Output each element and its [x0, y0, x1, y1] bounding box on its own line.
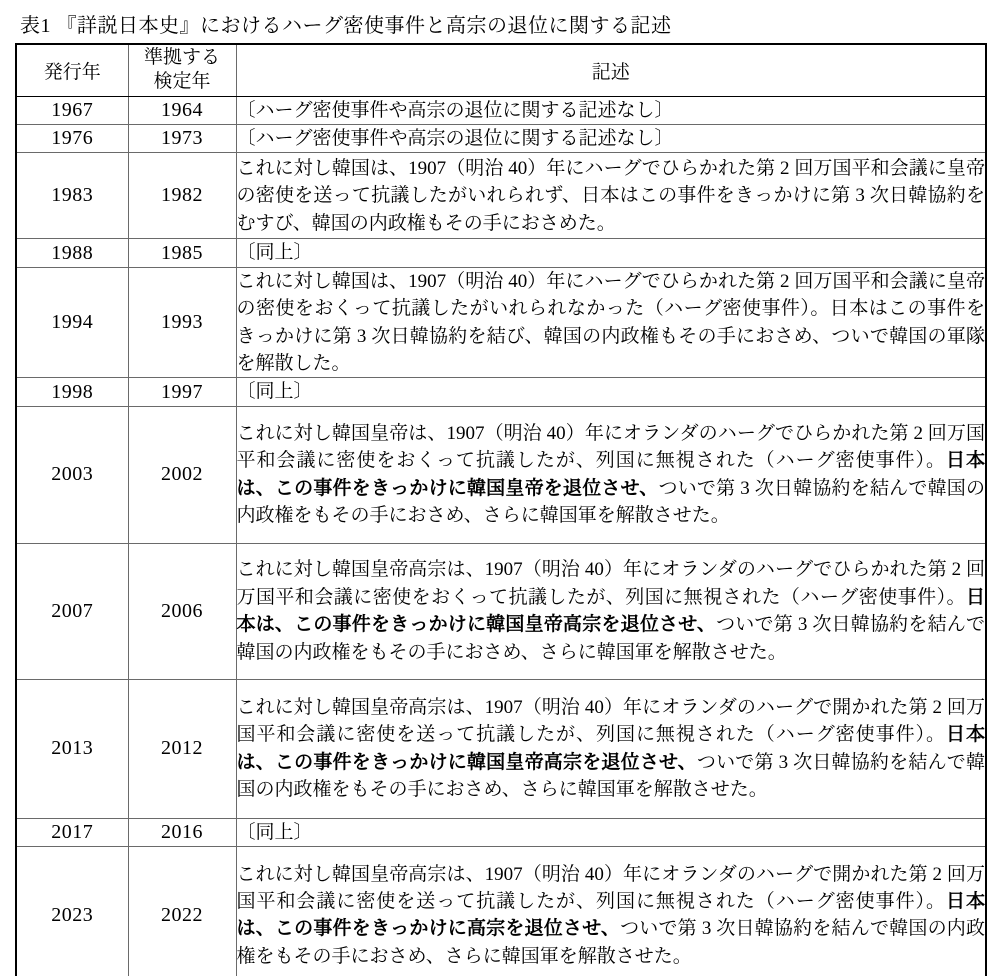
certified-year-cell: 2002 [128, 406, 236, 543]
description-cell [236, 239, 986, 267]
publish-year-cell: 2017 [16, 818, 128, 846]
description-text: これに対し韓国は、1907（明治 40）年にハーグでひらかれた第 2 回万国平和会議に皇帝の密使をおくって抗議したがいれられなかった（ハーグ密使事件）。日本はこの事件をきっかけに第 3 次日韓協約を結び、韓国の内政権もその手におさめ、ついで韓国の軍隊を解散した。 [236, 270, 985, 374]
header-certified-year [128, 44, 236, 96]
description-text: これに対し韓国は、1907（明治 40）年にハーグでひらかれた第 2 回万国平和会議に皇帝の密使を送って抗議したがいれられず、日本はこの事件をきっかけに第 3 次日韓協約をむすび、韓国の内政権もその手におさめた。 [236, 157, 985, 234]
header-certified-year-line1: 準拠する [143, 47, 220, 69]
description-cell [236, 378, 986, 406]
certified-year-cell: 1985 [128, 239, 236, 267]
table-row [16, 267, 986, 378]
description-text-after: ついで第 3 次日韓協約を結んで韓国の内政権をもその手におさめ、さらに韓国軍を解散させた。 [236, 751, 985, 801]
table-row [16, 96, 986, 124]
description-text: これに対し韓国皇帝は、1907（明治 40）年にオランダのハーグでひらかれた第 2 回万国平和会議に密使をおくって抗議したが、列国に無視された（ハーグ密使事件）。 [236, 422, 985, 472]
table-row [16, 543, 986, 679]
table-title: 表1 『詳説日本史』におけるハーグ密使事件と高宗の退位に関する記述 [20, 15, 672, 37]
description-bold-text: 日本は、この事件をきっかけに高宗を退位させ、 [236, 891, 985, 940]
certified-year-cell: 2006 [128, 543, 236, 679]
publish-year-cell: 1994 [16, 267, 128, 378]
table-row [16, 679, 986, 818]
description-bold-text: 日本は、この事件をきっかけに韓国皇帝高宗を退位させ、 [236, 586, 985, 636]
textbook-description-table [15, 43, 987, 976]
publish-year-cell: 1998 [16, 378, 128, 406]
header-publish-year: 発行年 [16, 44, 128, 96]
description-cell [236, 124, 986, 152]
certified-year-cell: 2016 [128, 818, 236, 846]
description-bold-text: 日本は、この事件をきっかけに韓国皇帝高宗を退位させ、 [236, 724, 985, 773]
publish-year-cell: 1967 [16, 96, 128, 124]
table-row [16, 378, 986, 406]
table-row [16, 818, 986, 846]
table-row [16, 847, 986, 976]
description-cell [236, 267, 986, 378]
publish-year-cell: 2013 [16, 679, 128, 818]
description-text: これに対し韓国皇帝高宗は、1907（明治 40）年にオランダのハーグでひらかれた第 2 回万国平和会議に密使をおくって抗議したが、列国に無視された（ハーグ密使事件）。 [236, 559, 985, 608]
header-description: 記述 [236, 44, 986, 96]
description-cell [236, 847, 986, 976]
certified-year-cell: 1997 [128, 378, 236, 406]
description-text: 〔ハーグ密使事件や高宗の退位に関する記述なし〕 [236, 127, 674, 149]
publish-year-cell: 2007 [16, 543, 128, 679]
table-row [16, 406, 986, 543]
description-text-after: ついで第 3 次日韓協約を結んで韓国の内政権をもその手におさめ、さらに韓国軍を解散させた。 [236, 918, 985, 967]
description-cell [236, 679, 986, 818]
publish-year-cell: 1983 [16, 153, 128, 239]
publish-year-cell: 2023 [16, 847, 128, 976]
certified-year-cell: 1993 [128, 267, 236, 378]
publish-year-cell: 2003 [16, 406, 128, 543]
table-row [16, 124, 986, 152]
description-bold-text: 日本は、この事件をきっかけに韓国皇帝を退位させ、 [236, 450, 985, 499]
table-row [16, 239, 986, 267]
description-text-after: ついで第 3 次日韓協約を結んで韓国の内政権をもその手におさめ、さらに韓国軍を解散させた。 [236, 614, 985, 663]
table-row [16, 153, 986, 239]
certified-year-cell: 1964 [128, 96, 236, 124]
description-cell [236, 818, 986, 846]
certified-year-cell: 1973 [128, 124, 236, 152]
description-cell [236, 406, 986, 543]
table-header-row [16, 44, 986, 96]
certified-year-cell: 2012 [128, 679, 236, 818]
description-text: 〔同上〕 [236, 821, 313, 843]
description-cell [236, 543, 986, 679]
description-text-after: ついで第 3 次日韓協約を結んで韓国の内政権をもその手におさめ、さらに韓国軍を解散させた。 [236, 477, 985, 527]
header-certified-year-line2: 検定年 [153, 71, 211, 93]
publish-year-cell: 1976 [16, 124, 128, 152]
certified-year-cell: 2022 [128, 847, 236, 976]
description-cell [236, 153, 986, 239]
certified-year-cell: 1982 [128, 153, 236, 239]
description-text: 〔同上〕 [236, 381, 313, 403]
description-text: 〔同上〕 [236, 242, 313, 264]
description-cell [236, 96, 986, 124]
description-text: 〔ハーグ密使事件や高宗の退位に関する記述なし〕 [236, 99, 674, 121]
publish-year-cell: 1988 [16, 239, 128, 267]
description-text: これに対し韓国皇帝高宗は、1907（明治 40）年にオランダのハーグで開かれた第 2 回万国平和会議に密使を送って抗議したが、列国に無視された（ハーグ密使事件）。 [236, 863, 985, 912]
description-text: これに対し韓国皇帝高宗は、1907（明治 40）年にオランダのハーグで開かれた第 2 回万国平和会議に密使を送って抗議したが、列国に無視された（ハーグ密使事件）。 [236, 696, 985, 746]
